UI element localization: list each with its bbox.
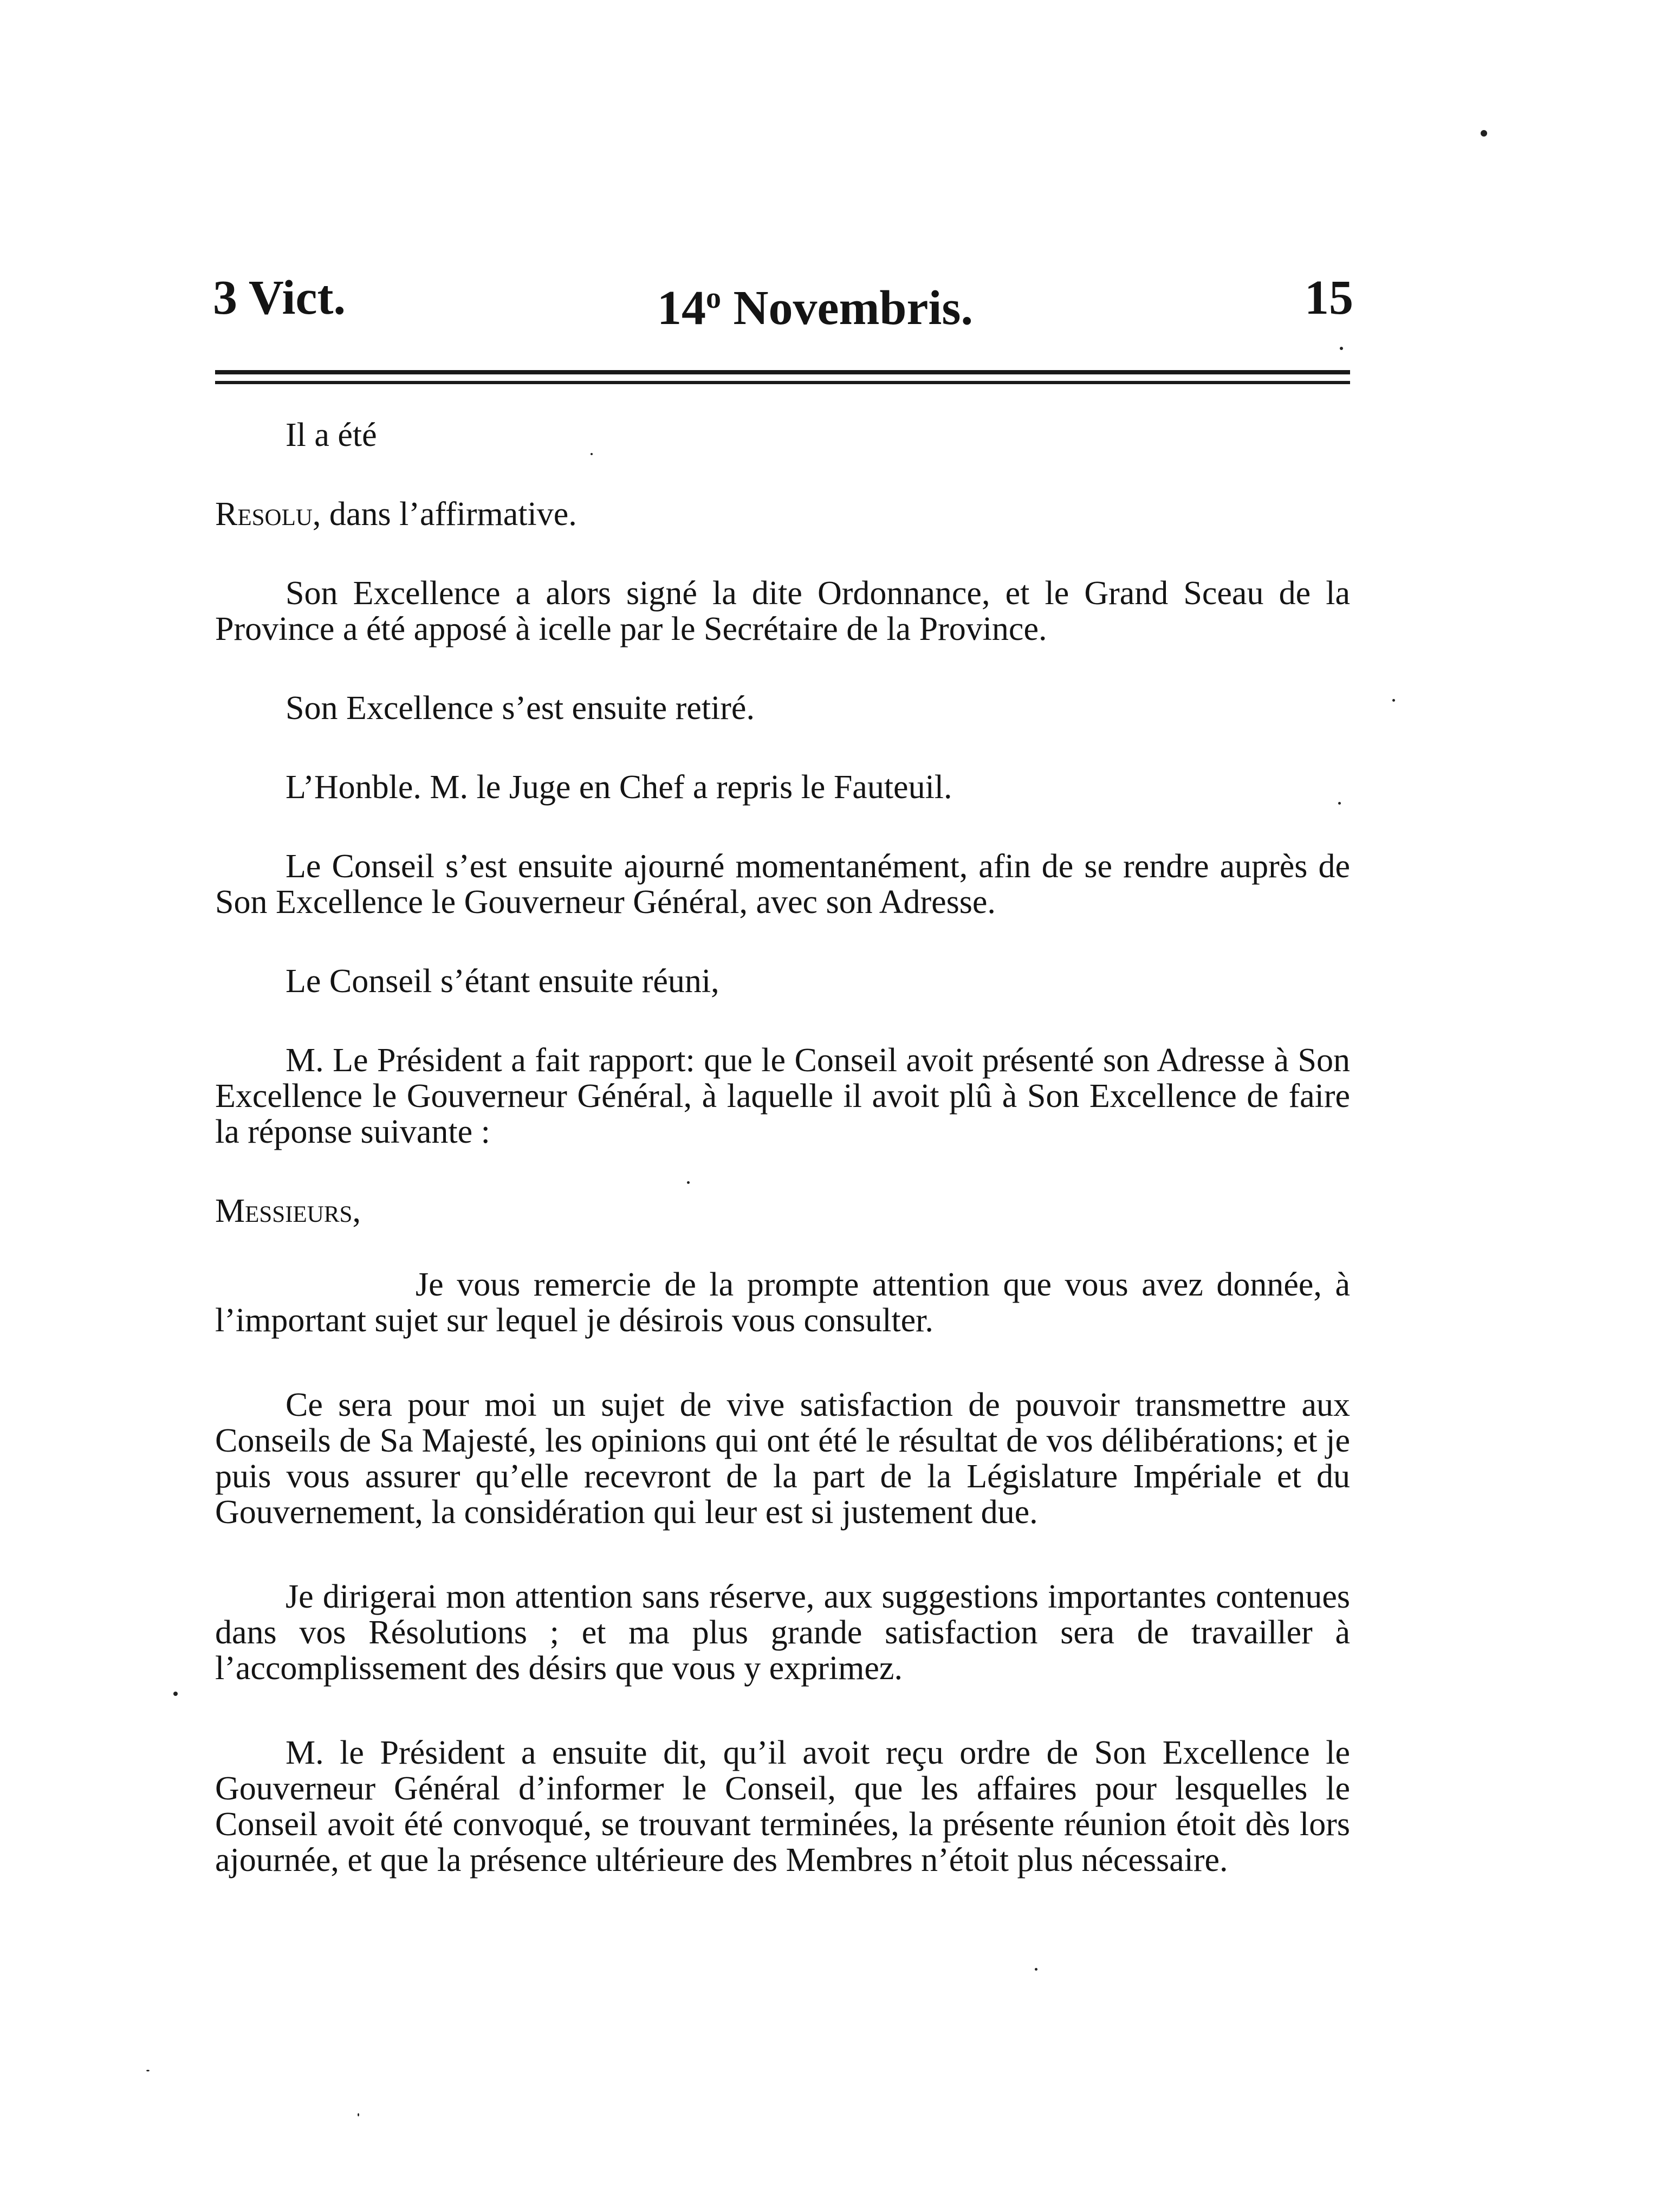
regnal-year: 3 Vict. — [213, 271, 346, 325]
paragraph: Son Excellence a alors signé la dite Ordonnance, et le Grand Sceau de la Province a été apposé à icelle par le Secrétaire de la Province. — [215, 575, 1350, 647]
paragraph: M. le Président a ensuite dit, qu’il avoit reçu ordre de Son Excellence le Gouverneur Général d’informer le Conseil, que les affaires pour lesquelles le Conseil avoit été convoqué, se trouvant terminées, la présente réunion étoit dès lors ajournée, et que la présence ultérieure des Membres n’étoit plus nécessaire. — [215, 1734, 1350, 1879]
page-number: 15 — [1305, 271, 1353, 325]
header-date-month: Novembris. — [733, 281, 973, 335]
paragraph: L’Honble. M. le Juge en Chef a repris le Fauteuil. — [286, 769, 952, 806]
page-header — [213, 265, 1353, 341]
paragraph: Le Conseil s’étant ensuite réuni, — [286, 963, 719, 1000]
header-rule-bottom — [215, 381, 1350, 384]
resolution-label: Resolu, — [215, 496, 321, 533]
scan-speck — [146, 2070, 150, 2071]
header-date — [657, 265, 973, 341]
scan-speck — [591, 453, 593, 455]
paragraph: Je dirigerai mon attention sans réserve, aux suggestions importantes contenues dans vos Résolutions ; et ma plus grande satisfaction sera de travailler à l’accomplissement des désirs que vous y exprimez. — [215, 1578, 1350, 1687]
paragraph: Je vous remercie de la prompte attention que vous avez donnée, à l’important sujet sur lequel je désirois vous consulter. — [215, 1266, 1350, 1339]
scan-speck — [687, 1181, 690, 1184]
paragraph: Il a été — [286, 417, 377, 454]
paragraph: M. Le Président a fait rapport: que le Conseil avoit présenté son Adresse à Son Excellence le Gouverneur Général, à laquelle il avoit plû à Son Excellence de faire la réponse suivante : — [215, 1042, 1350, 1150]
page-body — [215, 417, 1350, 1878]
resolution-line — [215, 496, 1350, 532]
paragraph: Son Excellence s’est ensuite retiré. — [286, 690, 755, 727]
scan-speck — [1340, 347, 1343, 350]
scan-speck — [1338, 802, 1341, 805]
header-date-number: 14 — [657, 281, 706, 335]
header-rule-top — [215, 370, 1350, 374]
scan-speck — [358, 2113, 359, 2116]
paragraph: Le Conseil s’est ensuite ajourné momentanément, afin de se rendre auprès de Son Excellence le Gouverneur Général, avec son Adresse. — [215, 848, 1350, 921]
scan-speck — [1481, 130, 1487, 137]
scan-speck — [173, 1692, 178, 1696]
resolution-text: dans l’affirmative. — [321, 496, 577, 533]
header-date-ordinal: o — [706, 281, 721, 315]
scan-speck — [1035, 1968, 1037, 1971]
paragraph: Ce sera pour moi un sujet de vive satisfaction de pouvoir transmettre aux Conseils de Sa Majesté, les opinions qui ont été le résultat de vos délibérations; et je puis vous assurer qu’elle recevront de la part de la Législature Impériale et du Gouvernement, la considération qui leur est si justement due. — [215, 1387, 1350, 1531]
salutation: Messieurs, — [215, 1193, 361, 1229]
scan-speck — [1392, 699, 1395, 702]
